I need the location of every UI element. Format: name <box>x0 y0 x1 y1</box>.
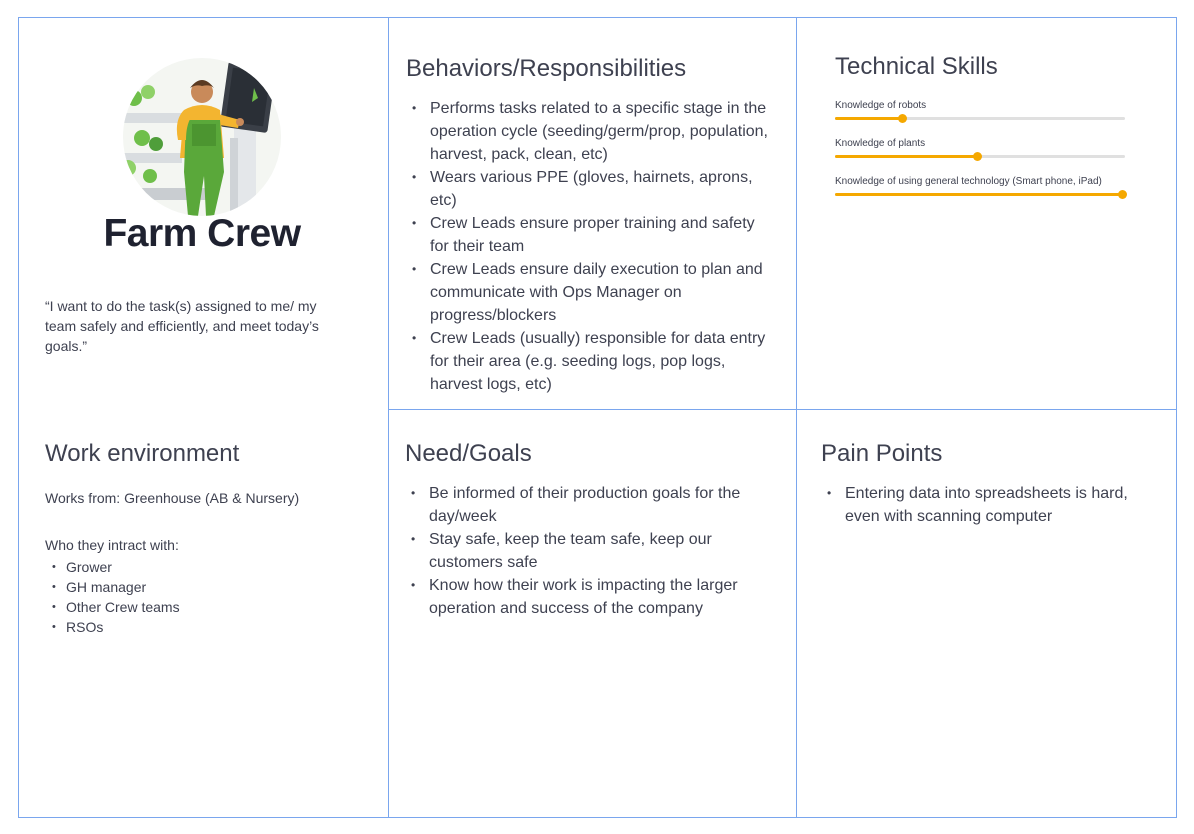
column-divider-left <box>388 17 389 818</box>
list-item: • Other Crew teams <box>45 597 180 617</box>
persona-name: Farm Crew <box>103 212 301 255</box>
needs-title: Need/Goals <box>405 440 532 467</box>
persona-quote: “I want to do the task(s) assigned to me/ my team safely and efficiently, and meet today’s goals.” <box>45 298 319 354</box>
skill-robots <box>835 100 1125 120</box>
pain-points-list <box>821 482 1131 528</box>
list-item: • Crew Leads ensure proper training and safety for their team <box>406 212 776 258</box>
technical-skills-title: Technical Skills <box>835 53 998 80</box>
skill-track <box>835 117 1125 120</box>
skill-track <box>835 193 1125 196</box>
list-item: • Wears various PPE (gloves, hairnets, aprons, etc) <box>406 166 776 212</box>
list-item: • Be informed of their production goals for the day/week <box>405 482 777 528</box>
list-item: • Stay safe, keep the team safe, keep our customers safe <box>405 528 777 574</box>
skill-label: Knowledge of using general technology (Smart phone, iPad) <box>835 176 1102 187</box>
list-item: • Entering data into spreadsheets is hard, even with scanning computer <box>821 482 1131 528</box>
list-item: • RSOs <box>45 617 180 637</box>
list-item: • Know how their work is impacting the larger operation and success of the company <box>405 574 777 620</box>
interacts-list <box>45 557 180 637</box>
list-item: • Grower <box>45 557 180 577</box>
skill-track <box>835 155 1125 158</box>
needs-list <box>405 482 777 620</box>
pain-points-title: Pain Points <box>821 440 943 467</box>
interacts-label: Who they intract with: <box>45 537 179 553</box>
skill-fill <box>835 155 977 158</box>
behaviors-title: Behaviors/Responsibilities <box>406 55 687 82</box>
row-divider <box>388 409 1177 410</box>
skill-label: Knowledge of plants <box>835 138 926 149</box>
skill-fill <box>835 117 902 120</box>
list-item: • Crew Leads (usually) responsible for data entry for their area (e.g. seeding logs, pop logs, harvest logs, etc) <box>406 327 776 396</box>
skill-general-technology <box>835 176 1125 196</box>
column-divider-right <box>796 17 797 818</box>
skill-plants <box>835 138 1125 158</box>
works-from: Works from: Greenhouse (AB & Nursery) <box>45 490 300 506</box>
skill-label: Knowledge of robots <box>835 100 927 111</box>
farm-worker-icon <box>122 58 282 216</box>
work-environment-title: Work environment <box>45 440 240 467</box>
behaviors-list <box>406 97 776 396</box>
skill-fill <box>835 193 1122 196</box>
skill-knob <box>898 114 907 123</box>
list-item: • Crew Leads ensure daily execution to plan and communicate with Ops Manager on progress/blockers <box>406 258 776 327</box>
list-item: • GH manager <box>45 577 180 597</box>
list-item: • Performs tasks related to a specific stage in the operation cycle (seeding/germ/prop, population, harvest, pack, clean, etc) <box>406 97 776 166</box>
